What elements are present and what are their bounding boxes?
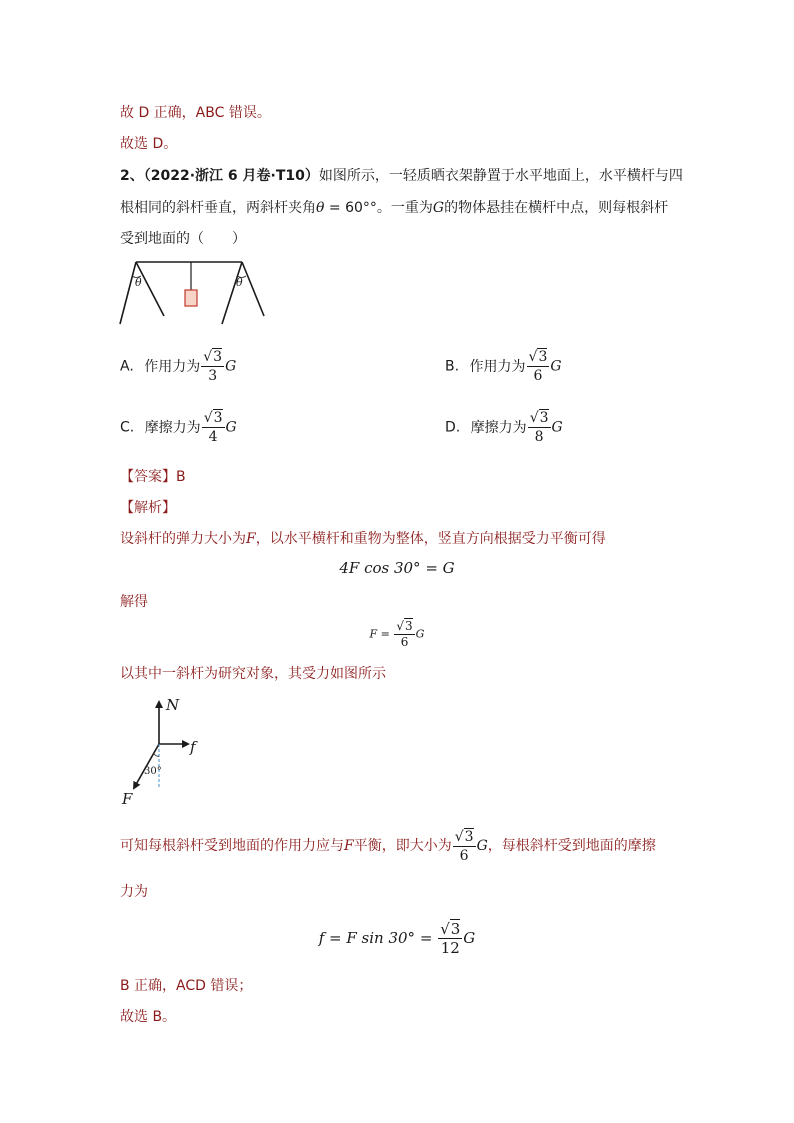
p1-text-b: ，以水平横杆和重物为整体，竖直方向根据受力平衡可得 bbox=[255, 531, 606, 547]
sqrt-sign: √ bbox=[440, 920, 450, 938]
clothes-rack-figure bbox=[118, 258, 268, 330]
analysis-paragraph-3 bbox=[120, 826, 656, 866]
left-theta-label: θ bbox=[135, 276, 142, 289]
option-d-text: 摩擦力为 bbox=[470, 419, 527, 436]
p3-fraction bbox=[453, 828, 476, 865]
option-a-fraction bbox=[201, 348, 224, 385]
equation-1: 4F cos 30° = G bbox=[339, 559, 455, 577]
option-a[interactable] bbox=[120, 348, 236, 385]
g-symbol: G bbox=[463, 929, 476, 947]
solution-line-2: 故选 D。 bbox=[120, 136, 178, 152]
question-text-1: 如图所示，一轻质晒衣架静置于水平地面上，水平横杆与四 bbox=[318, 168, 683, 184]
p3-numerator: 3 bbox=[464, 828, 474, 845]
f-symbol: F bbox=[246, 531, 256, 547]
f-small-label: f bbox=[190, 738, 196, 756]
option-b-numerator: 3 bbox=[538, 349, 548, 365]
option-c-numerator: 3 bbox=[213, 410, 223, 426]
question-line-2 bbox=[120, 198, 668, 218]
f-symbol: F bbox=[344, 838, 354, 854]
eq2-lhs: F = bbox=[369, 627, 390, 641]
right-theta-label: θ bbox=[236, 276, 243, 289]
eq2-denominator: 6 bbox=[400, 635, 409, 649]
eq3-numerator: 3 bbox=[450, 920, 461, 938]
jiede-label: 解得 bbox=[120, 594, 148, 610]
eq3-lhs: f = F sin 30° = bbox=[318, 929, 433, 947]
conclusion-line-2: 故选 B。 bbox=[120, 1009, 177, 1025]
eq3-fraction bbox=[438, 920, 462, 957]
equation-2 bbox=[0, 619, 794, 650]
g-symbol: G bbox=[415, 627, 425, 641]
right-rod-outer bbox=[242, 262, 264, 316]
analysis-paragraph-2: 以其中一斜杆为研究对象，其受力如图所示 bbox=[120, 666, 386, 682]
g-symbol: G bbox=[432, 200, 445, 216]
option-a-numerator: 3 bbox=[213, 349, 223, 365]
hanging-weight bbox=[185, 290, 197, 306]
option-b-denominator: 6 bbox=[533, 368, 543, 384]
option-a-denominator: 3 bbox=[208, 368, 218, 384]
left-rod-outer bbox=[120, 262, 136, 324]
option-b-label: B. bbox=[445, 358, 460, 375]
conclusion-line-1: B 正确，ACD 错误； bbox=[120, 978, 253, 994]
question-number: 2、 bbox=[120, 168, 144, 184]
p3-text-c: ，每根斜杆受到地面的摩擦 bbox=[487, 838, 656, 854]
p3-denominator: 6 bbox=[459, 847, 469, 864]
equation-3 bbox=[0, 920, 794, 957]
g-symbol: G bbox=[551, 419, 563, 436]
sqrt-sign: √ bbox=[529, 410, 539, 426]
option-c-denominator: 4 bbox=[208, 429, 218, 445]
question-text-2c: 的物体悬挂在横杆中点，则每根斜杆 bbox=[444, 200, 669, 216]
question-text-2a: 根相同的斜杆垂直，两斜杆夹角 bbox=[120, 200, 316, 216]
g-symbol: G bbox=[225, 419, 237, 436]
question-line-3: 受到地面的（ ） bbox=[120, 231, 246, 247]
force-diagram bbox=[116, 692, 212, 808]
option-a-label: A. bbox=[120, 358, 134, 375]
analysis-heading: 【解析】 bbox=[120, 500, 176, 516]
sqrt-sign: √ bbox=[528, 349, 538, 365]
option-b-text: 作用力为 bbox=[469, 358, 526, 375]
question-line-1 bbox=[120, 166, 683, 186]
analysis-paragraph-4: 力为 bbox=[120, 884, 148, 900]
solution-line-1: 故 D 正确，ABC 错误。 bbox=[120, 105, 271, 121]
right-rod-inner bbox=[222, 262, 242, 324]
option-b[interactable] bbox=[445, 348, 562, 385]
option-a-text: 作用力为 bbox=[144, 358, 201, 375]
angle-label: 30° bbox=[144, 766, 162, 777]
g-symbol: G bbox=[550, 358, 562, 375]
answer-line: 【答案】B bbox=[120, 469, 186, 485]
f-big-label: F bbox=[122, 790, 133, 808]
n-label: N bbox=[166, 696, 180, 714]
option-d-numerator: 3 bbox=[539, 410, 549, 426]
option-c-fraction bbox=[202, 409, 225, 446]
g-symbol: G bbox=[225, 358, 237, 375]
option-d-denominator: 8 bbox=[534, 429, 544, 445]
option-d[interactable] bbox=[445, 409, 563, 446]
sqrt-sign: √ bbox=[454, 828, 464, 845]
p3-text-a: 可知每根斜杆受到地面的作用力应与 bbox=[120, 838, 344, 854]
analysis-paragraph-1 bbox=[120, 529, 606, 549]
option-c-label: C. bbox=[120, 419, 135, 436]
p3-text-b: 平衡，即大小为 bbox=[353, 838, 452, 854]
sqrt-sign: √ bbox=[396, 619, 405, 633]
p1-text-a: 设斜杆的弹力大小为 bbox=[120, 531, 246, 547]
theta-symbol: θ bbox=[316, 200, 325, 216]
option-c-text: 摩擦力为 bbox=[144, 419, 201, 436]
sqrt-sign: √ bbox=[203, 410, 213, 426]
eq3-denominator: 12 bbox=[440, 939, 460, 957]
eq2-fraction bbox=[394, 619, 414, 650]
option-d-fraction bbox=[528, 409, 551, 446]
sqrt-sign: √ bbox=[203, 349, 213, 365]
option-c[interactable] bbox=[120, 409, 237, 446]
eq2-numerator: 3 bbox=[405, 619, 413, 633]
option-b-fraction bbox=[527, 348, 550, 385]
left-rod-inner bbox=[136, 262, 164, 316]
question-text-2b: = 60°°。一重为 bbox=[324, 200, 433, 216]
question-source: （2022·浙江 6 月卷·T10） bbox=[143, 168, 319, 184]
g-symbol: G bbox=[476, 838, 488, 854]
angle-arc bbox=[154, 754, 159, 756]
option-d-label: D. bbox=[445, 419, 461, 436]
